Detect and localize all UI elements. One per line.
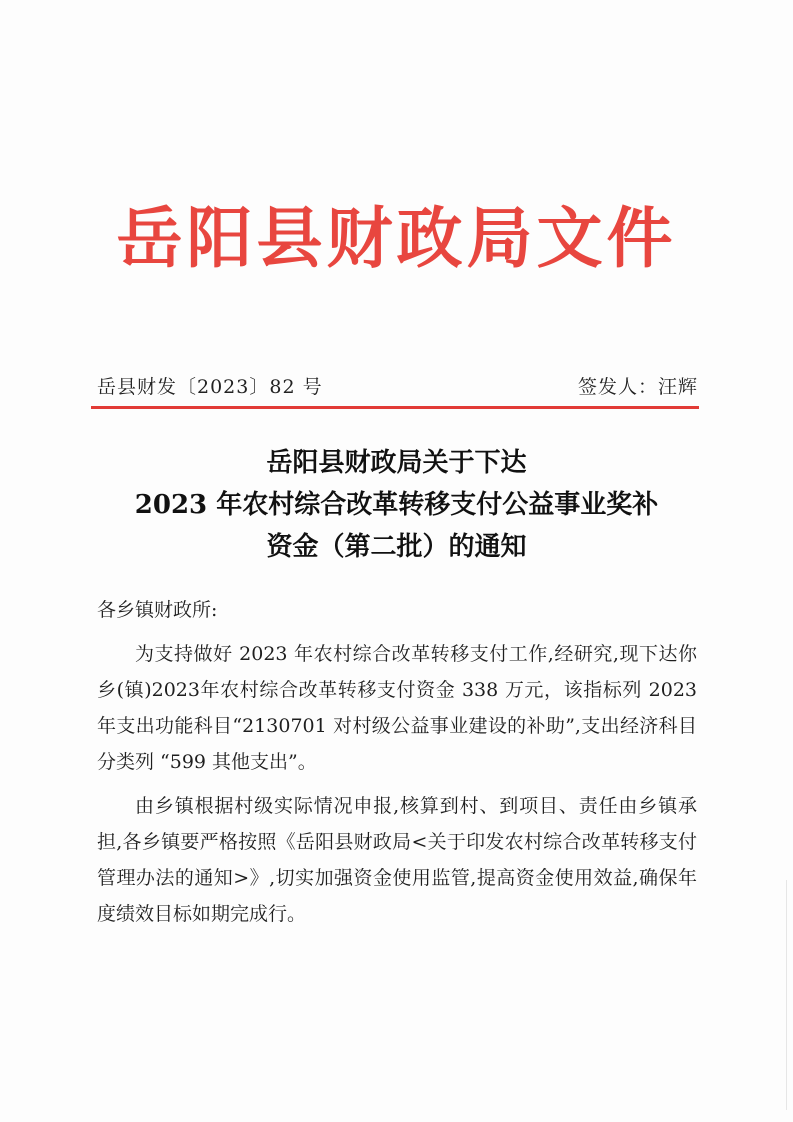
body-paragraph-1: 为支持做好 2023 年农村综合改革转移支付工作,经研究,现下达你乡(镇)2023年农村综合改革转移支付资金 338 万元，该指标列 2023 年支出功能科目“2130701 对村级公益事业建设的补助”,支出经济科目分类列 “599 其他支出”。 [97,643,697,773]
masthead-title: 岳阳县财政局文件 [116,200,677,277]
scan-edge-mark [786,880,787,1110]
red-divider-line [91,406,699,409]
document-number: 岳县财发〔2023〕82 号 [97,376,323,398]
issuer [578,372,698,402]
notice-body [97,592,697,932]
issuer-name: 汪辉 [657,376,698,398]
title-line-2: 2023 年农村综合改革转移支付公益事业奖补 [134,490,659,520]
document-meta-line [97,372,698,402]
body-paragraph-2: 由乡镇根据村级实际情况申报,核算到村、到项目、责任由乡镇承担,各乡镇要严格按照《岳阳县财政局<关于印发农村综合改革转移支付管理办法的通知>》,切实加强资金使用监管,提高资金使用效益,确保年度绩效目标如期完成行。 [97,795,697,925]
notice-title [0,442,793,568]
title-line-1: 岳阳县财政局关于下达 [266,448,527,478]
issuer-label: 签发人： [577,376,658,398]
salutation: 各乡镇财政所: [97,599,218,621]
title-line-3: 资金（第二批）的通知 [266,532,527,562]
